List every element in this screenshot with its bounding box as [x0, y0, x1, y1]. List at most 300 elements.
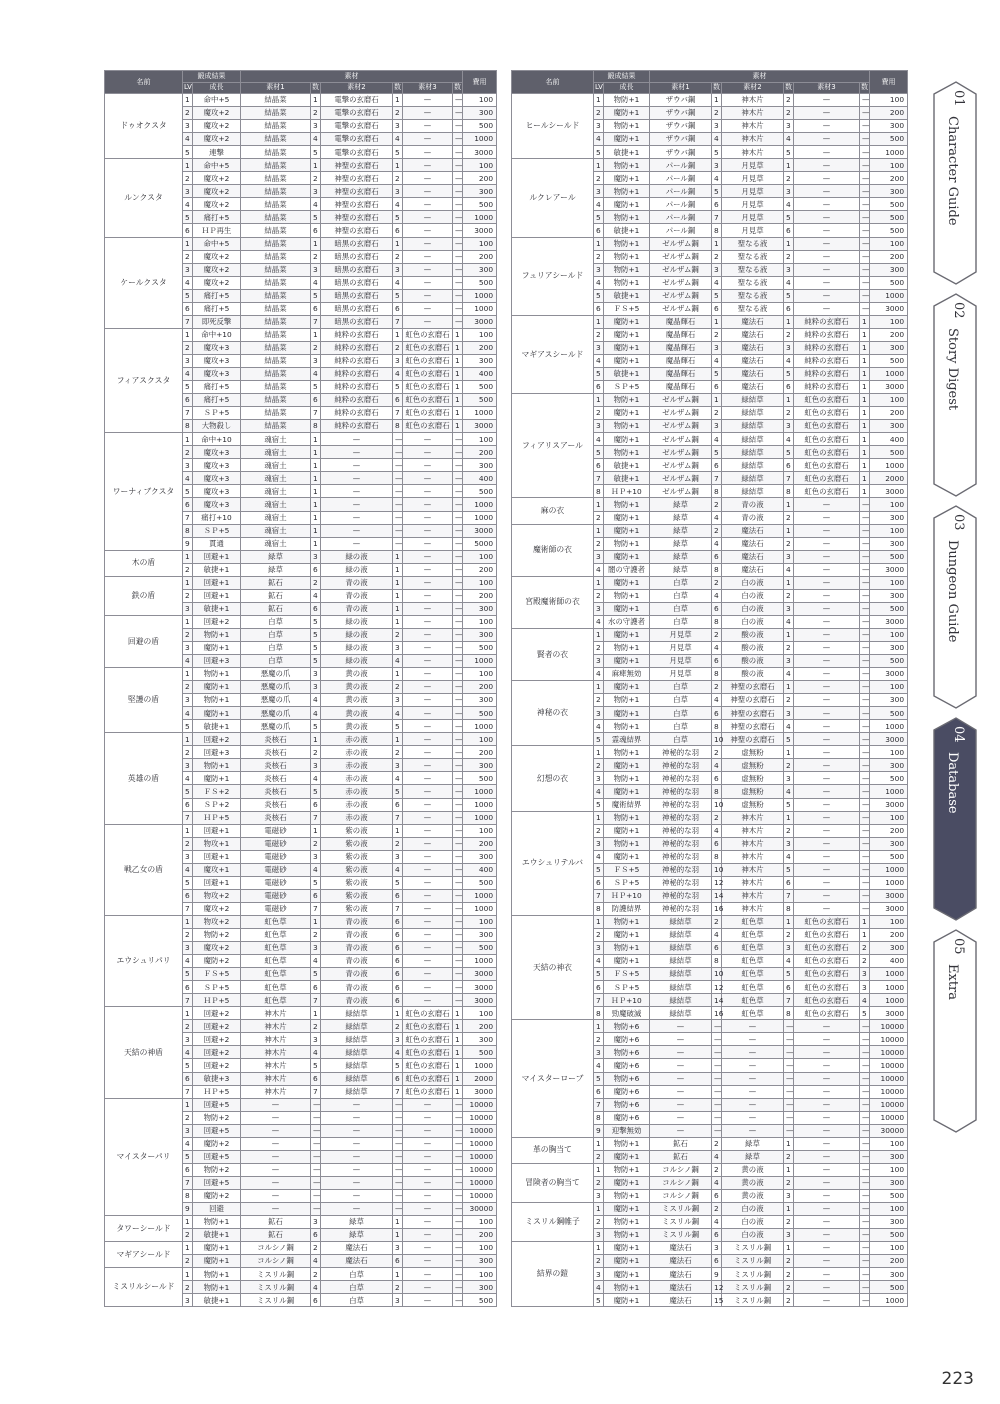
material2-count: 6	[393, 798, 403, 811]
material2-count: 7	[784, 472, 794, 485]
material1-cell: —	[650, 1111, 712, 1124]
material2-cell: —	[321, 537, 393, 550]
material1-count: 2	[712, 328, 722, 341]
material2-count: 3	[393, 1242, 403, 1255]
cost-cell: 300	[870, 1176, 908, 1189]
growth-cell: 命中+5	[193, 159, 241, 172]
table-row	[512, 628, 908, 641]
cost-cell: 3000	[463, 420, 497, 433]
material3-cell: —	[403, 902, 453, 915]
material2-cell: 赤の液	[321, 785, 393, 798]
material2-count: 1	[784, 576, 794, 589]
material1-count: 3	[712, 159, 722, 172]
growth-cell: 物防+1	[604, 446, 650, 459]
material1-cell: ザウバ鋼	[650, 133, 712, 146]
material2-count: —	[393, 498, 403, 511]
material3-cell: —	[794, 628, 860, 641]
header-result: 鍛成結果	[594, 71, 650, 83]
material3-count: —	[860, 576, 870, 589]
material3-count: —	[860, 133, 870, 146]
material3-count: —	[860, 733, 870, 746]
growth-cell: 物攻+2	[193, 915, 241, 928]
growth-cell: 敏捷+1	[193, 563, 241, 576]
material3-cell: —	[794, 1085, 860, 1098]
cost-cell: 300	[463, 759, 497, 772]
material3-cell: —	[794, 537, 860, 550]
material1-count: 7	[311, 811, 321, 824]
cost-cell: 200	[870, 407, 908, 420]
level-cell: 4	[183, 472, 193, 485]
material3-count: 1	[453, 1072, 463, 1085]
growth-cell: 痛打+5	[193, 302, 241, 315]
level-cell: 5	[183, 211, 193, 224]
material3-cell: 虹色の玄磨石	[403, 1033, 453, 1046]
material1-count: 2	[712, 250, 722, 263]
material1-count: 4	[311, 707, 321, 720]
material1-cell: 鉱石	[650, 1137, 712, 1150]
material3-count: —	[453, 524, 463, 537]
material1-cell: 電磁砂	[241, 889, 311, 902]
chapter-tab-04[interactable]	[932, 716, 978, 926]
material3-count: —	[453, 1242, 463, 1255]
right-table	[511, 70, 908, 1307]
growth-cell: 魔防+1	[193, 707, 241, 720]
material2-cell: 暗黒の玄磨石	[321, 302, 393, 315]
material1-count: 4	[311, 198, 321, 211]
material1-count: 1	[311, 237, 321, 250]
chapter-title: Dungeon Guide	[945, 540, 960, 643]
level-cell: 3	[594, 120, 604, 133]
material1-cell: 結晶菜	[241, 198, 311, 211]
material1-count: 5	[311, 289, 321, 302]
material3-cell: —	[794, 563, 860, 576]
material1-cell: 炎核石	[241, 785, 311, 798]
material1-count: 8	[712, 955, 722, 968]
growth-cell: 物防+1	[604, 420, 650, 433]
material2-cell: 虹色草	[722, 1007, 784, 1020]
material3-count: —	[860, 811, 870, 824]
material2-cell: 月見草	[722, 185, 784, 198]
material3-cell: 虹色の玄磨石	[403, 1072, 453, 1085]
material3-cell: 虹色の玄磨石	[403, 1046, 453, 1059]
table-row	[512, 915, 908, 928]
material3-count: —	[453, 133, 463, 146]
chapter-tab-02[interactable]	[932, 292, 978, 502]
growth-cell: 魔防+1	[604, 133, 650, 146]
material1-count: 12	[712, 876, 722, 889]
material1-cell: 神木片	[241, 1059, 311, 1072]
cost-cell: 1000	[463, 211, 497, 224]
material3-count: —	[453, 485, 463, 498]
material2-count: 2	[393, 746, 403, 759]
material3-cell: 虹色の玄磨石	[403, 367, 453, 380]
material1-count: 3	[311, 668, 321, 681]
level-cell: 4	[594, 1281, 604, 1294]
material2-count: 4	[784, 198, 794, 211]
material3-count: —	[453, 472, 463, 485]
growth-cell: 魔防+6	[604, 1033, 650, 1046]
material3-count: —	[860, 1046, 870, 1059]
level-cell: 5	[594, 146, 604, 159]
material3-cell: —	[794, 276, 860, 289]
material2-count: 7	[784, 889, 794, 902]
material1-count: 2	[712, 498, 722, 511]
material2-cell: 神聖の玄磨石	[321, 172, 393, 185]
cost-cell: 200	[463, 446, 497, 459]
material3-count: 1	[453, 341, 463, 354]
material2-cell: 聖なる液	[722, 276, 784, 289]
material2-count: 6	[393, 1255, 403, 1268]
material2-cell: 緑結草	[722, 407, 784, 420]
material3-cell: —	[403, 1150, 453, 1163]
material2-cell: —	[321, 1163, 393, 1176]
growth-cell: 物防+1	[604, 276, 650, 289]
material1-count: 14	[712, 889, 722, 902]
level-cell: 6	[183, 798, 193, 811]
material3-count: —	[453, 1255, 463, 1268]
cost-cell: 100	[463, 237, 497, 250]
cost-cell: 3000	[463, 968, 497, 981]
item-name: 木の盾	[105, 550, 183, 576]
growth-cell: 魔攻+2	[193, 902, 241, 915]
material3-cell: 虹色の玄磨石	[403, 341, 453, 354]
material1-cell: ゼルザム鋼	[650, 433, 712, 446]
level-cell: 3	[594, 707, 604, 720]
chapter-tab-05[interactable]	[932, 928, 978, 1138]
cost-cell: 3000	[870, 668, 908, 681]
material1-count: 6	[712, 837, 722, 850]
material3-cell: —	[794, 302, 860, 315]
level-cell: 1	[594, 1020, 604, 1033]
material1-cell: 緑草	[241, 550, 311, 563]
material3-count: —	[453, 863, 463, 876]
cost-cell: 500	[463, 707, 497, 720]
material1-cell: ミスリル鋼	[241, 1294, 311, 1307]
material2-count: 1	[393, 668, 403, 681]
cost-cell: 300	[463, 459, 497, 472]
material1-count: 5	[712, 446, 722, 459]
material1-count: —	[311, 1189, 321, 1202]
material3-cell: —	[403, 915, 453, 928]
header-count: 数	[393, 82, 403, 94]
table-row	[512, 1020, 908, 1033]
material2-cell: —	[722, 1111, 784, 1124]
growth-cell: 回避+3	[193, 746, 241, 759]
material3-cell: 虹色の玄磨石	[403, 420, 453, 433]
item-name: 冒険者の胸当て	[512, 1163, 594, 1202]
material3-count: —	[453, 302, 463, 315]
material1-cell: 電磁砂	[241, 824, 311, 837]
material1-cell: 魔晶輝石	[650, 315, 712, 328]
cost-cell: 100	[870, 315, 908, 328]
material3-count: —	[453, 915, 463, 928]
material3-cell: —	[403, 146, 453, 159]
cost-cell: 3000	[870, 302, 908, 315]
material1-count: 6	[712, 1189, 722, 1202]
growth-cell: 命中+5	[193, 237, 241, 250]
growth-cell: 魔防+1	[604, 524, 650, 537]
material1-cell: 神木片	[241, 1085, 311, 1098]
material3-count: —	[453, 550, 463, 563]
material1-cell: 緑結草	[650, 955, 712, 968]
material1-count: 4	[712, 1150, 722, 1163]
material1-count: 4	[712, 276, 722, 289]
header-mat3: 素材3	[794, 82, 860, 94]
level-cell: 6	[594, 981, 604, 994]
growth-cell: 物防+1	[604, 211, 650, 224]
material2-count: 4	[784, 955, 794, 968]
level-cell: 2	[183, 446, 193, 459]
material3-count: —	[860, 1150, 870, 1163]
material2-count: 8	[784, 1007, 794, 1020]
material1-cell: コルシノ鋼	[650, 1176, 712, 1189]
growth-cell: 敏捷+1	[193, 602, 241, 615]
cost-cell: 500	[463, 198, 497, 211]
cost-cell: 100	[463, 668, 497, 681]
header-result: 鍛成結果	[183, 71, 241, 83]
level-cell: 4	[594, 668, 604, 681]
material3-cell: —	[794, 863, 860, 876]
item-name: 幻想の衣	[512, 746, 594, 811]
level-cell: 4	[183, 367, 193, 380]
material1-cell: 電磁砂	[241, 850, 311, 863]
cost-cell: 100	[870, 628, 908, 641]
material3-count: —	[860, 889, 870, 902]
material2-cell: 神木片	[722, 902, 784, 915]
chapter-tab-01[interactable]	[932, 80, 978, 290]
material2-count: 1	[393, 1268, 403, 1281]
material3-cell: —	[403, 1294, 453, 1307]
material1-count: 2	[311, 837, 321, 850]
level-cell: 5	[183, 876, 193, 889]
cost-cell: 300	[870, 694, 908, 707]
material2-count: —	[393, 511, 403, 524]
material2-cell: 紫の液	[321, 824, 393, 837]
material2-cell: 純粋の玄磨石	[321, 420, 393, 433]
cost-cell: 1000	[463, 133, 497, 146]
material2-cell: 神木片	[722, 120, 784, 133]
material1-count: —	[311, 1163, 321, 1176]
growth-cell: 物防+1	[604, 250, 650, 263]
material2-cell: 暗黒の玄磨石	[321, 237, 393, 250]
cost-cell: 300	[463, 694, 497, 707]
growth-cell: ＨＰ+5	[193, 1085, 241, 1098]
growth-cell: 魔防+1	[604, 1150, 650, 1163]
material2-count: 6	[784, 302, 794, 315]
cost-cell: 100	[463, 550, 497, 563]
material3-count: —	[860, 120, 870, 133]
material2-count: 5	[784, 446, 794, 459]
material1-cell: 月見草	[650, 641, 712, 654]
level-cell: 2	[594, 407, 604, 420]
growth-cell: 物防+6	[604, 1072, 650, 1085]
material3-count: —	[860, 1281, 870, 1294]
material2-cell: 紫の液	[321, 889, 393, 902]
growth-cell: 物防+6	[604, 1020, 650, 1033]
cost-cell: 100	[463, 1268, 497, 1281]
level-cell: 1	[183, 1216, 193, 1229]
material3-cell: —	[794, 746, 860, 759]
material1-cell: 神木片	[241, 1007, 311, 1020]
level-cell: 5	[594, 863, 604, 876]
material2-count: 4	[393, 1046, 403, 1059]
cost-cell: 500	[870, 133, 908, 146]
cost-cell: 3000	[870, 733, 908, 746]
growth-cell: 命中+5	[193, 94, 241, 107]
growth-cell: 敏捷+1	[604, 224, 650, 237]
material2-count: 6	[393, 394, 403, 407]
material2-cell: 神木片	[722, 837, 784, 850]
material3-count: —	[453, 1124, 463, 1137]
material1-count: 6	[712, 381, 722, 394]
material3-cell: —	[403, 589, 453, 602]
growth-cell: 魔防+1	[604, 955, 650, 968]
material1-cell: 炎核石	[241, 759, 311, 772]
table-row	[512, 498, 908, 511]
level-cell: 3	[594, 1046, 604, 1059]
chapter-tab-03[interactable]	[932, 504, 978, 714]
material2-count: 6	[393, 1072, 403, 1085]
material3-cell: —	[403, 942, 453, 955]
material3-cell: —	[403, 276, 453, 289]
material2-count: —	[784, 1085, 794, 1098]
growth-cell: 魔攻+2	[193, 198, 241, 211]
material2-count: 6	[393, 929, 403, 942]
material2-cell: 青の液	[321, 994, 393, 1007]
chapter-number: 02	[951, 302, 966, 319]
material2-count: 4	[393, 367, 403, 380]
cost-cell: 500	[463, 772, 497, 785]
cost-cell: 100	[870, 498, 908, 511]
material3-count: —	[453, 850, 463, 863]
material1-count: 2	[311, 172, 321, 185]
material3-count: 1	[860, 485, 870, 498]
level-cell: 7	[183, 1176, 193, 1189]
material2-cell: —	[321, 1189, 393, 1202]
material2-cell: —	[722, 1020, 784, 1033]
growth-cell: 麻痺無効	[604, 668, 650, 681]
material3-count: 5	[860, 1007, 870, 1020]
material3-count: —	[453, 107, 463, 120]
material3-count: —	[453, 681, 463, 694]
material2-cell: 魔法石	[722, 354, 784, 367]
material3-cell: 虹色の玄磨石	[794, 1007, 860, 1020]
material2-count: 2	[784, 1255, 794, 1268]
material1-cell: 虹色草	[241, 968, 311, 981]
material1-cell: パール鋼	[650, 211, 712, 224]
material3-cell: 虹色の玄磨石	[794, 942, 860, 955]
material2-cell: ミスリル鋼	[722, 1268, 784, 1281]
material1-count: 10	[712, 863, 722, 876]
growth-cell: 物防+1	[604, 1229, 650, 1242]
level-cell: 5	[183, 381, 193, 394]
cost-cell: 2000	[463, 1072, 497, 1085]
item-name: ルクレアール	[512, 159, 594, 237]
material3-cell: —	[794, 498, 860, 511]
growth-cell: 魔攻+3	[193, 354, 241, 367]
level-cell: 2	[183, 1281, 193, 1294]
material3-count: —	[453, 1189, 463, 1202]
material1-count: 1	[311, 1007, 321, 1020]
material3-count: 1	[453, 407, 463, 420]
cost-cell: 500	[870, 198, 908, 211]
material3-cell: —	[794, 1255, 860, 1268]
material1-count: 6	[311, 1229, 321, 1242]
growth-cell: 魔防+1	[604, 328, 650, 341]
material2-cell: 神木片	[722, 889, 784, 902]
material3-count: —	[453, 498, 463, 511]
material3-cell: —	[794, 1137, 860, 1150]
material3-count: —	[453, 655, 463, 668]
material1-cell: 白草	[650, 681, 712, 694]
growth-cell: 魔防+1	[604, 107, 650, 120]
material3-cell: —	[403, 772, 453, 785]
material1-cell: —	[650, 1020, 712, 1033]
growth-cell: 回避+2	[193, 615, 241, 628]
material2-cell: 酸の液	[722, 641, 784, 654]
level-cell: 7	[183, 315, 193, 328]
material2-count: 3	[784, 263, 794, 276]
material3-count: —	[860, 302, 870, 315]
material2-cell: ミスリル鋼	[722, 1294, 784, 1307]
cost-cell: 1000	[870, 994, 908, 1007]
material1-cell: 神秘的な羽	[650, 889, 712, 902]
growth-cell: 魔攻+3	[193, 498, 241, 511]
material3-cell: —	[403, 811, 453, 824]
material2-cell: 緑結草	[321, 1046, 393, 1059]
material3-cell: —	[403, 1242, 453, 1255]
material1-cell: 虹色草	[241, 942, 311, 955]
material1-cell: ゼルザム鋼	[650, 237, 712, 250]
material1-cell: 炎核石	[241, 772, 311, 785]
material1-count: 4	[712, 589, 722, 602]
material1-cell: 炎核石	[241, 798, 311, 811]
cost-cell: 1000	[463, 889, 497, 902]
material2-cell: 神木片	[722, 811, 784, 824]
cost-cell: 3000	[463, 981, 497, 994]
material2-count: 6	[784, 981, 794, 994]
cost-cell: 1000	[870, 289, 908, 302]
material1-cell: 緑草	[650, 498, 712, 511]
cost-cell: 100	[463, 733, 497, 746]
material3-count: —	[860, 1020, 870, 1033]
level-cell: 1	[594, 394, 604, 407]
material1-cell: 電磁砂	[241, 863, 311, 876]
material3-cell: —	[403, 824, 453, 837]
table-row	[105, 159, 497, 172]
material3-cell: —	[403, 302, 453, 315]
material2-cell: 緑結草	[722, 472, 784, 485]
material2-cell: 魔法石	[722, 341, 784, 354]
material2-cell: 青の液	[321, 929, 393, 942]
cost-cell: 10000	[463, 1176, 497, 1189]
material3-cell: —	[794, 589, 860, 602]
cost-cell: 100	[870, 524, 908, 537]
material1-cell: 白草	[241, 641, 311, 654]
material1-cell: 魔法石	[650, 1242, 712, 1255]
material2-count: 1	[784, 628, 794, 641]
growth-cell: ＳＰ+5	[604, 381, 650, 394]
level-cell: 8	[183, 524, 193, 537]
cost-cell: 1000	[870, 863, 908, 876]
level-cell: 3	[183, 1124, 193, 1137]
material2-cell: 白の液	[722, 1202, 784, 1215]
material2-cell: 緑結草	[722, 485, 784, 498]
header-mat2: 素材2	[321, 82, 393, 94]
material3-cell: —	[794, 759, 860, 772]
material3-cell: —	[403, 707, 453, 720]
material3-cell: —	[794, 641, 860, 654]
